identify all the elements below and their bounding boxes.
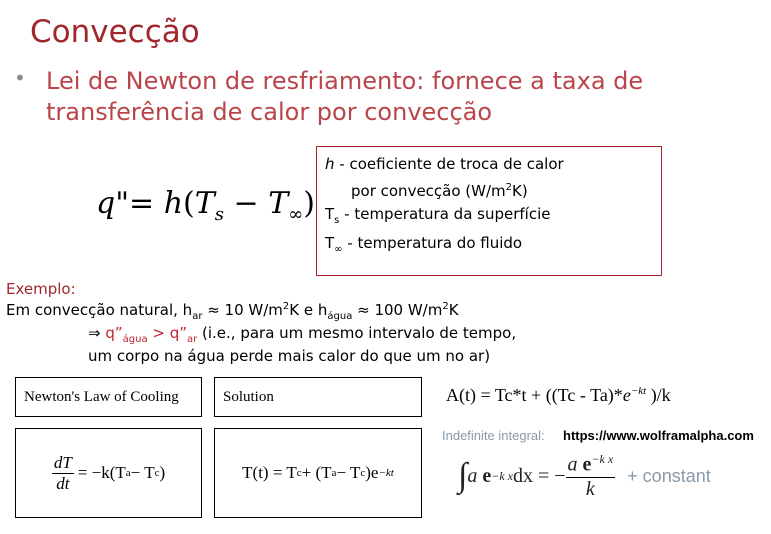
formula-h: h [163, 186, 184, 221]
legend-ts: $T_s$ - temperatura da superfície [325, 205, 551, 226]
formula-tinf-sub: ∞ [288, 204, 304, 225]
solution-box: T(t) = T c + (T a − T c )e −kt [214, 428, 422, 518]
solution-label-box: Solution [214, 377, 422, 417]
area-formula: $A(t) = Tc*t + ((Tc - Ta)*e^{-kt}$ )/k [446, 385, 671, 405]
wolfram-integral-formula: ∫ a e −k x dx = − $\frac{a e^{-k x}}{k}$ + constant [458, 452, 711, 500]
example-title: Exemplo: [6, 280, 76, 298]
formula-ts: T [194, 186, 215, 221]
bullet-line-1: Lei de Newton de resfriamento: fornece a taxa de [46, 67, 644, 95]
wolfram-fraction: $\frac{a e^{-k x}}{k}$ [567, 452, 614, 500]
formula-equals: = [129, 186, 155, 221]
legend-h-units: por convecção $(W/m^2K)$ [351, 182, 528, 200]
newton-law-label-box: Newton's Law of Cooling [15, 377, 202, 417]
formula-minus: − [224, 186, 269, 221]
ode-box: $\frac{dT}{dt}$ = −k(T a − T c ) [15, 428, 202, 518]
formula-lhs: q" [96, 186, 130, 221]
example-line-1: Em convecção natural, $h_{ar} \approx 10$ $W/m^2K$ e $h_{água} \approx 100$ $W/m^2K$ [6, 301, 459, 322]
legend-tinf: $T_\infty$ - temperatura do fluido [325, 234, 523, 255]
formula-open-paren: ( [183, 186, 195, 221]
example-line-3: um corpo na água perde mais calor do que um no ar) [88, 347, 491, 365]
example-line-2: ⇒ $q”_{água}$ > $q”_{ar}$ (i.e., para um mesmo intervalo de tempo, [88, 324, 517, 345]
slide-title: Convecção [30, 14, 200, 50]
newton-cooling-formula [96, 186, 315, 225]
wolfram-label: Indefinite integral: [442, 428, 545, 443]
bullet-line-2: transferência de calor por convecção [46, 98, 493, 126]
formula-tinf: T [268, 186, 289, 221]
formula-ts-sub: s [214, 204, 225, 225]
wolfram-url: https://www.wolframalpha.com [563, 428, 754, 443]
bullet-text [46, 66, 746, 128]
ode-derivative: $\frac{dT}{dt}$ [53, 452, 72, 493]
formula-close-paren: ) [303, 186, 315, 221]
symbol-legend-box [316, 146, 662, 276]
legend-h: h - coeficiente de troca de calor [325, 155, 564, 173]
bullet-marker: • [14, 66, 26, 90]
